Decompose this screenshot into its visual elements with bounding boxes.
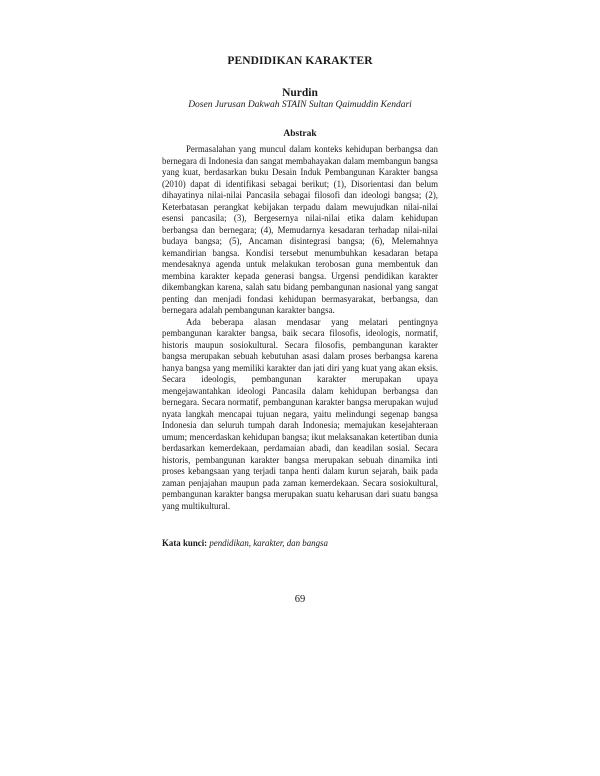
page-number: 69 — [294, 594, 306, 605]
keywords-label: Kata kunci: — [162, 538, 208, 548]
abstract-paragraph-2: Ada beberapa alasan mendasar yang melatari pentingnya pembangunan karakter bangsa, baik secara filosofis, ideologis, normatif, historis maupun sosiokultural. Secara filosofis, pembangunan karakter bangsa merupakan sebuah kebutuhan asasi dalam proses berbangsa karena hanya bangsa yang memiliki karakter dan jati diri yang kuat yang akan eksis. Secara ideologis, pembangunan karakter merupakan upaya mengejawantahkan ideologi Pancasila dalam kehidupan berbangsa dan bernegara. Secara normatif, pembangunan karakter bangsa merupakan wujud nyata langkah mencapai tujuan negara, yaitu melindungi segenap bangsa Indonesia dan seluruh tumpah darah Indonesia; memajukan kesejahteraan umum; mencerdaskan kehidupan bangsa; ikut melaksanakan ketertiban dunia berdasarkan kemerdekaan, perdamaian abadi, dan keadilan sosial. Secara historis, pembangunan karakter bangsa merupakan sebuah dinamika inti proses kebangsaan yang terjadi tanpa henti dalam kurun sejarah, baik pada zaman penjajahan maupun pada zaman kemerdekaan. Secara sosiokultural, pembangunan karakter bangsa merupakan suatu keharusan dari suatu bangsa yang multikultural. — [162, 316, 438, 511]
abstract-paragraph-1: Permasalahan yang muncul dalam konteks kehidupan berbangsa dan bernegara di Indonesia dan sangat membahayakan dalam membangun bangsa yang kuat, berdasarkan buku Desain Induk Pembangunan Karakter bangsa (2010) dapat di identifikasi sebagai berikut; (1), Disorientasi dan belum dihayatinya nilai-nilai Pancasila sebagai filosofi dan ideologi bangsa; (2), Keterbatasan perangkat kebijakan terpadu dalam mewujudkan nilai-nilai esensi pancasila; (3), Bergesernya nilai-nilai etika dalam kehidupan berbangsa dan bernegara; (4), Memudarnya kesadaran terhadap nilai-nilai budaya bangsa; (5), Ancaman disintegrasi bangsa; (6), Melemahnya kemandirian bangsa. Kondisi tersebut menumbuhkan kesadaran betapa mendesaknya agenda untuk melakukan terobosan guna membentuk dan membina karakter kepada generasi bangsa. Urgensi pendidikan karakter dikembangkan karena, salah satu bidang pembangunan nasional yang sangat penting dan menjadi fondasi kehidupan bermasyarakat, berbangsa, dan bernegara adalah pembangunan karakter bangsa. — [162, 144, 438, 315]
keywords — [162, 538, 438, 550]
keywords-terms: pendidikan, karakter, dan bangsa — [209, 538, 328, 548]
author-affiliation: Dosen Jurusan Dakwah STAIN Sultan Qaimuddin Kendari — [188, 100, 412, 110]
abstract-heading: Abstrak — [283, 129, 317, 139]
paper-title: PENDIDIKAN KARAKTER — [227, 55, 373, 67]
abstract-body — [162, 144, 438, 512]
author-name: Nurdin — [282, 87, 318, 99]
